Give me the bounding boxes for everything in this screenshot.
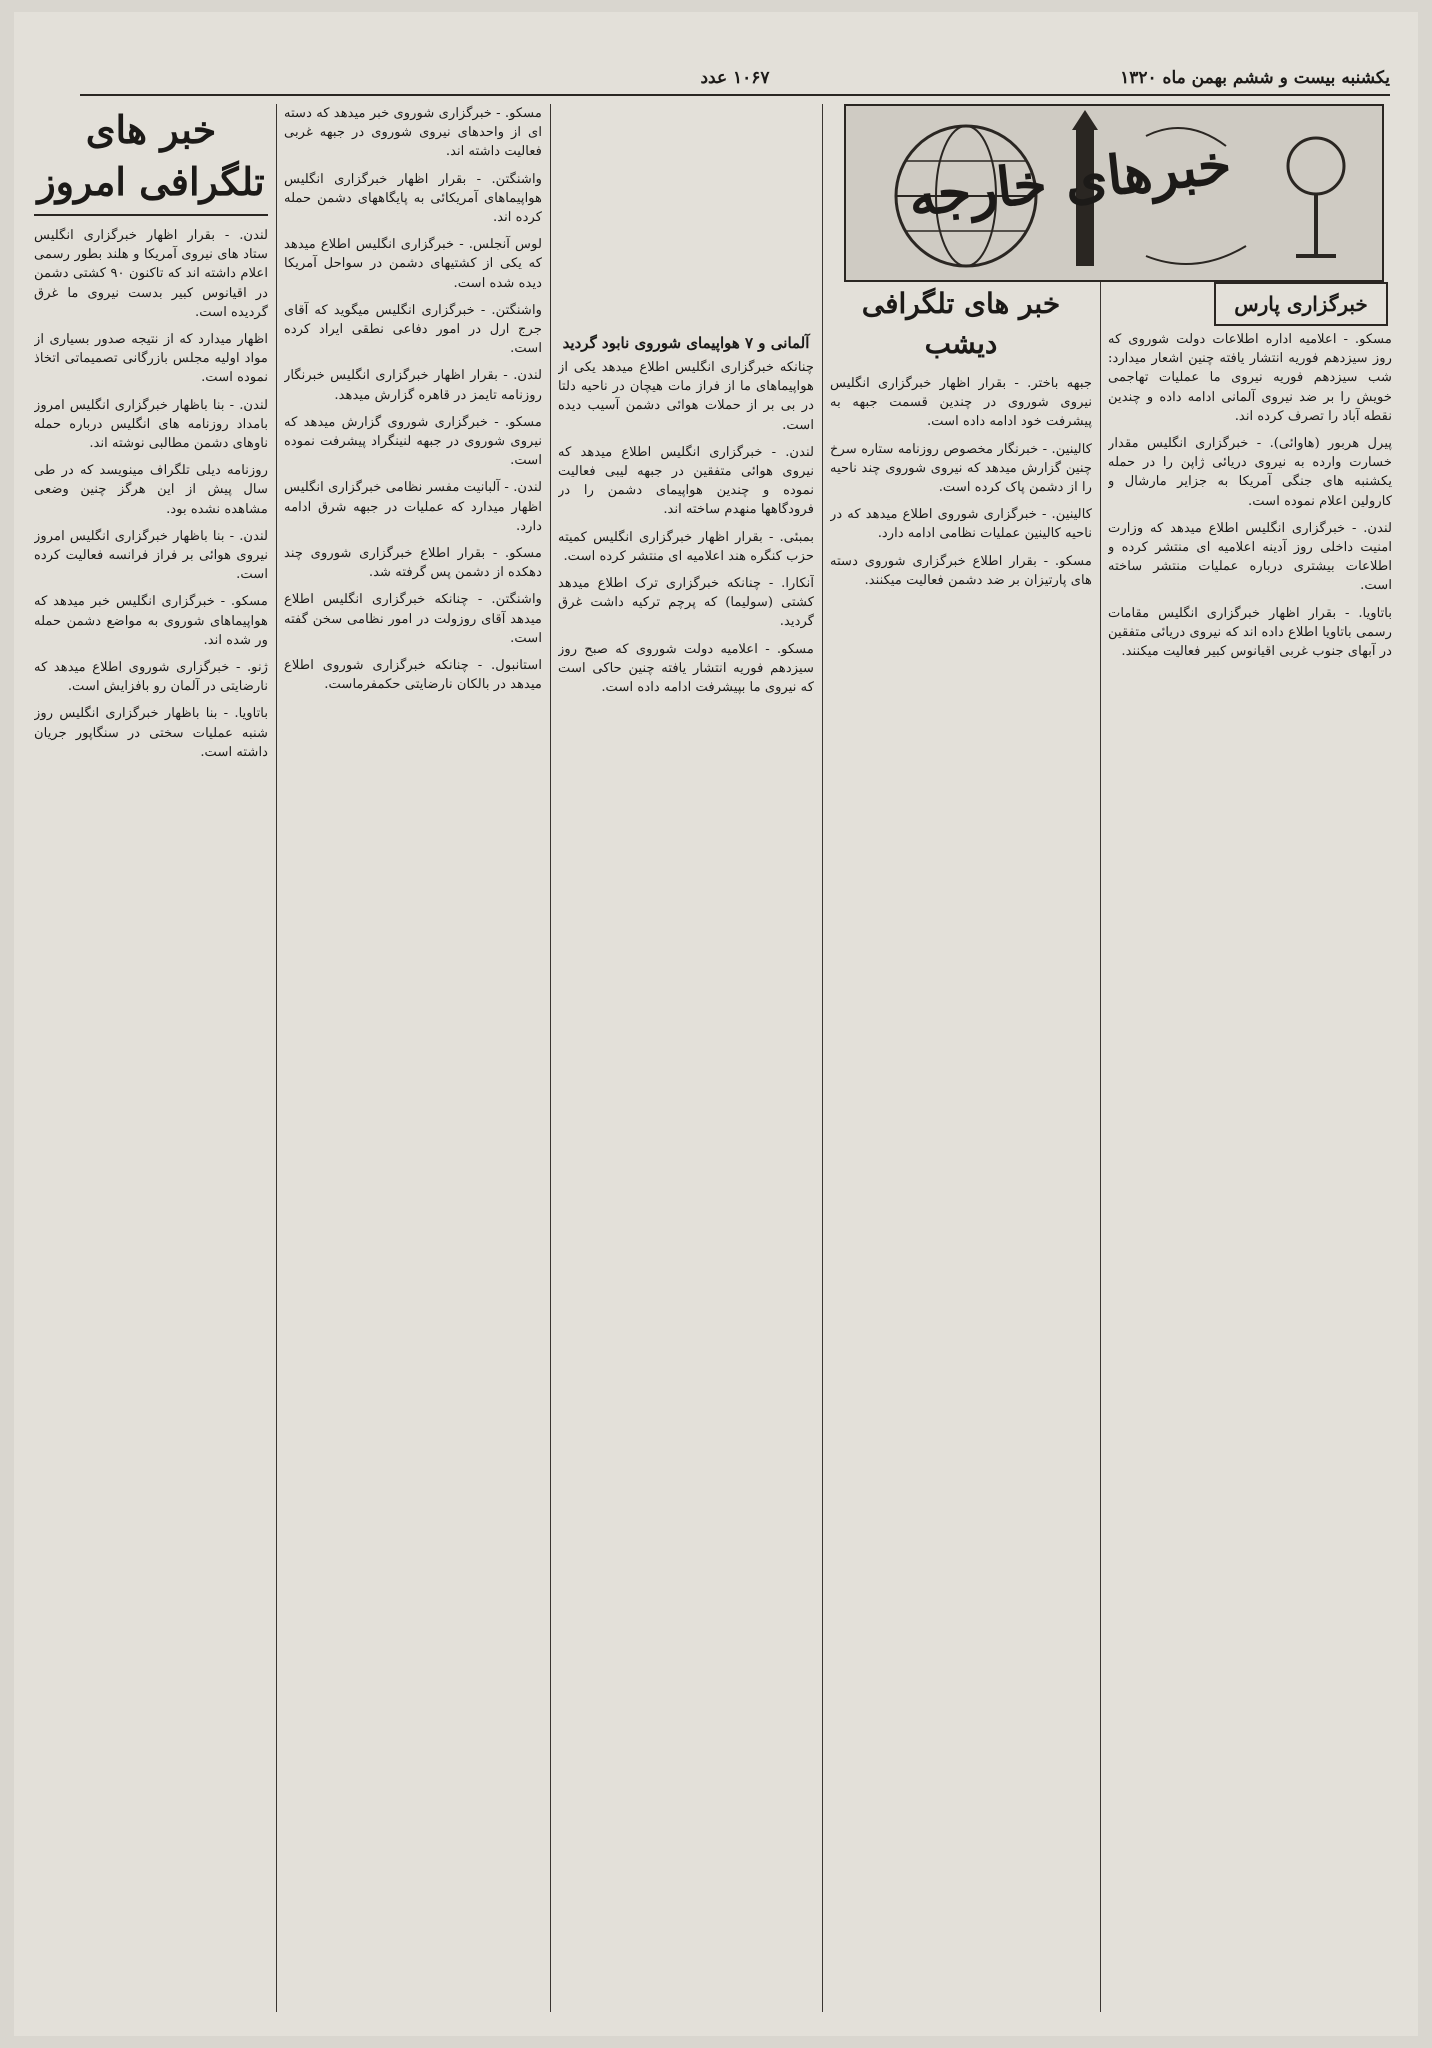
article-paragraph: باتاویا. - بنا باظهار خبرگزاری انگلیس روز شنبه عملیات سختی در سنگاپور جریان داشته است. bbox=[34, 706, 268, 760]
article-paragraph: لندن. - آلبانیت مفسر نظامی خبرگزاری انگلیس اظهار میدارد که عملیات در جبهه شرق ادامه دارد. bbox=[284, 480, 542, 534]
article-paragraph: مسکو. - اعلامیه دولت شوروی که صبح روز سیزدهم فوریه انتشار یافته چنین حاکی است که نیروی ما بپیشرفت ادامه داده است. bbox=[558, 641, 814, 696]
banner-title: خبرهای خارجه bbox=[905, 131, 1235, 229]
article-paragraph: اظهار میدارد که از نتیجه صدور بسیاری از مواد اولیه مجلس بازرگانی تصمیماتی اتخاذ نموده است. bbox=[34, 332, 268, 386]
headline-today: خبر های تلگرافی امروز bbox=[34, 104, 268, 216]
article-paragraph: روزنامه دیلی تلگراف مینویسد که در طی سال پیش از این هرگز چنین وضعی مشاهده نشده بود. bbox=[34, 463, 268, 517]
column-second bbox=[284, 104, 542, 2020]
column-mid bbox=[558, 330, 814, 2020]
article-paragraph: باتاویا. - بقرار اظهار خبرگزاری انگلیس مقامات رسمی باتاویا اطلاع داده اند که نیروی دریائی متفقین در آبهای جنوب غربی اقیانوس کبیر فعالیت میکنند. bbox=[1108, 605, 1392, 660]
column-telegraph-last-night bbox=[1108, 330, 1392, 2020]
article-paragraph: بمبئی. - بقرار اظهار خبرگزاری انگلیس کمیته حزب کنگره هند اعلامیه ای منتشر کرده است. bbox=[558, 529, 814, 564]
article-paragraph: واشنگتن. - خبرگزاری انگلیس میگوید که آقای جرج ارل در امور دفاعی نطقی ایراد کرده است. bbox=[284, 302, 542, 357]
article-paragraph: چنانکه خبرگزاری انگلیس اطلاع میدهد یکی از هواپیماهای ما از فراز مات هیچان در ناحیه دلتا در بی بر از حملات هوائی دشمن آسیب دیده است. bbox=[558, 360, 814, 433]
article-paragraph: مسکو. - اعلامیه اداره اطلاعات دولت شوروی که روز سیزدهم فوریه انتشار یافته چنین اشعار میدارد: شب سیزدهم فوریه نیروی ما عملیات تهاجمی خویش را بر ضد نیروی آلمانی ادامه داده و چندین نقطه آباد را تصرف کرده اند. bbox=[1108, 332, 1392, 424]
article-paragraph: واشنگتن. - بقرار اظهار خبرگزاری انگلیس هواپیماهای آمریکائی به پایگاههای دشمن حمله کرده اند. bbox=[284, 171, 542, 226]
article-paragraph: ژنو. - خبرگزاری شوروی اطلاع میدهد که نارضایتی در آلمان رو بافزایش است. bbox=[34, 660, 268, 695]
column-rule bbox=[1100, 104, 1101, 2012]
article-paragraph: لندن. - بقرار اظهار خبرگزاری انگلیس ستاد های نیروی آمریکا و هلند بطور رسمی اعلام داشته اند که تاکنون ۹۰ کشتی دشمن در اقیانوس کبیر بدست نیروی ما غرق گردیده است. bbox=[34, 228, 268, 320]
article-paragraph: آنکارا. - چنانکه خبرگزاری ترک اطلاع میدهد کشتی (سولیما) که پرچم ترکیه داشت غرق گردید. bbox=[558, 576, 814, 630]
issue-number: ۱۰۶۷ عدد bbox=[700, 68, 770, 88]
article-paragraph: مسکو. - خبرگزاری شوروی خبر میدهد که دسته ای از واحدهای نیروی شوروی در جبهه غربی فعالیت داشته اند. bbox=[284, 106, 542, 160]
article-paragraph: مسکو. - بقرار اطلاع خبرگزاری شوروی دسته های پارتیزان بر ضد دشمن فعالیت میکنند. bbox=[830, 553, 1092, 588]
article-paragraph: کالینین. - خبرگزاری شوروی اطلاع میدهد که در ناحیه کالینین عملیات نظامی ادامه دارد. bbox=[830, 507, 1092, 542]
article-paragraph: لندن. - بنا باظهار خبرگزاری انگلیس امروز بامداد روزنامه های انگلیس درباره حمله ناوهای دشمن مطالبی نوشته اند. bbox=[34, 397, 268, 452]
news-agency-box: خبرگزاری پارس bbox=[1214, 282, 1388, 326]
article-paragraph: لندن. - بقرار اظهار خبرگزاری انگلیس خبرنگار روزنامه تایمز در قاهره گزارش میدهد. bbox=[284, 368, 542, 403]
article-paragraph: لندن. - خبرگزاری انگلیس اطلاع میدهد که نیروی هوائی متفقین در جبهه لیبی فعالیت نموده و چندین هواپیمای دشمن را در فرودگاهها منهدم ساخته اند. bbox=[558, 444, 814, 518]
newspaper-page bbox=[14, 12, 1418, 2036]
date-line: یکشنبه بیست و ششم بهمن ماه ۱۳۲۰ bbox=[1120, 68, 1390, 88]
article-paragraph: لندن. - بنا باظهار خبرگزاری انگلیس امروز نیروی هوائی بر فراز فرانسه فعالیت کرده است. bbox=[34, 528, 268, 583]
subhead: آلمانی و ۷ هواپیمای شوروی نابود گردید bbox=[562, 334, 810, 352]
column-last-night-cont bbox=[830, 284, 1092, 2020]
foreign-news-banner bbox=[844, 104, 1384, 282]
column-rule bbox=[822, 104, 823, 2012]
article-paragraph: مسکو. - بقرار اطلاع خبرگزاری شوروی چند دهکده از دشمن پس گرفته شد. bbox=[284, 546, 542, 581]
article-paragraph: کالینین. - خبرنگار مخصوص روزنامه ستاره سرخ چنین گزارش میدهد که نیروی شوروی چند ناحیه را از دشمن پاک کرده است. bbox=[830, 441, 1092, 496]
running-head bbox=[80, 64, 1390, 96]
article-paragraph: پیرل هربور (هاوائی). - خبرگزاری انگلیس مقدار خسارت وارده به نیروی دریائی ژاپن را در حمله یکشنبه های جنگی آمریکا به جزایر مارشال و کارولین اعلام نموده است. bbox=[1108, 436, 1392, 509]
article-paragraph: مسکو. - خبرگزاری انگلیس خبر میدهد که هواپیماهای شوروی به مواضع دشمن حمله ور شده اند. bbox=[34, 594, 268, 648]
article-paragraph: لندن. - خبرگزاری انگلیس اطلاع میدهد که وزارت امنیت داخلی روز آدینه اعلامیه ای منتشر کرده و اطلاعات بیشتری درباره عملیات منتشر ساخته است. bbox=[1108, 520, 1392, 594]
article-paragraph: جبهه باختر. - بقرار اظهار خبرگزاری انگلیس نیروی شوروی در چندین قسمت جبهه به پیشرفت خود ادامه داده است. bbox=[830, 376, 1092, 430]
headline-last-night: خبر های تلگرافی دیشب bbox=[861, 287, 1061, 360]
column-telegraph-today bbox=[34, 104, 268, 2020]
article-paragraph: لوس آنجلس. - خبرگزاری انگلیس اطلاع میدهد که یکی از کشتیهای دشمن در سواحل آمریکا دیده شده است. bbox=[284, 237, 542, 291]
column-rule bbox=[550, 104, 551, 2012]
column-rule bbox=[276, 104, 277, 2012]
article-paragraph: مسکو. - خبرگزاری شوروی گزارش میدهد که نیروی شوروی در جبهه لنینگراد پیشرفت نموده است. bbox=[284, 414, 542, 469]
article-paragraph: واشنگتن. - چنانکه خبرگزاری انگلیس اطلاع میدهد آقای روزولت در امور نظامی سخن گفته است. bbox=[284, 592, 542, 646]
article-paragraph: استانبول. - چنانکه خبرگزاری شوروی اطلاع میدهد در بالکان نارضایتی حکمفرماست. bbox=[284, 658, 542, 693]
